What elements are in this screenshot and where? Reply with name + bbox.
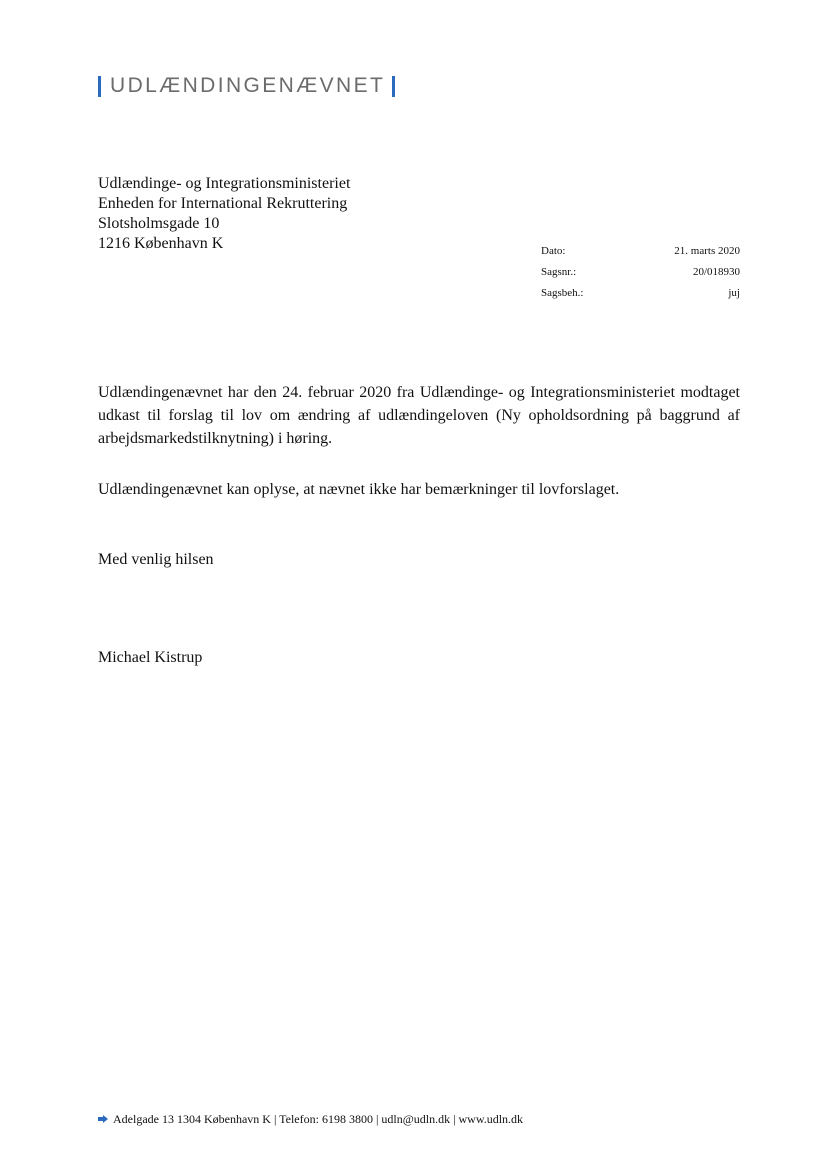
date-label: Dato: [541,244,566,257]
logo-bar-left [98,76,101,97]
case-handler-label: Sagsbeh.: [541,286,584,299]
logo-text: UDLÆNDINGENÆVNET [110,74,386,97]
logo-bar-right [392,76,395,97]
recipient-line-2: Enheden for International Rekruttering [98,195,348,212]
signatory-name: Michael Kistrup [98,649,203,666]
body-paragraph-2: Udlændingenævnet kan oplyse, at nævnet ikke har bemærkninger til lovforslaget. [98,481,620,498]
case-number-label: Sagsnr.: [541,265,577,278]
letter-body [98,381,740,501]
page-footer [98,1111,523,1127]
recipient-line-4: 1216 København K [98,235,224,252]
meta-row-handler [541,282,740,303]
document-metadata [541,240,740,303]
recipient-address [98,174,350,254]
date-value: 21. marts 2020 [674,244,740,257]
organization-logo [98,72,395,100]
case-number-value: 20/018930 [692,265,740,278]
body-paragraph-1: Udlændingenævnet har den 24. februar 2020 fra Udlændinge- og Integrationsministeriet modtaget udkast til forslag til lov om ændring af udlændingeloven (Ny opholdsordning på baggrund af arbejdsmarkedstilknytning) i høring. [98,384,740,447]
meta-row-case [541,261,740,282]
closing-greeting: Med venlig hilsen [98,551,214,568]
recipient-line-1: Udlændinge- og Integrationsministeriet [98,175,351,192]
case-handler-value: juj [728,286,740,299]
footer-contact-text: Adelgade 13 1304 København K | Telefon: 6198 3800 | udln@udln.dk | www.udln.dk [113,1112,524,1126]
meta-row-date [541,240,740,261]
arrow-right-icon [98,1115,108,1123]
recipient-line-3: Slotsholmsgade 10 [98,215,220,232]
